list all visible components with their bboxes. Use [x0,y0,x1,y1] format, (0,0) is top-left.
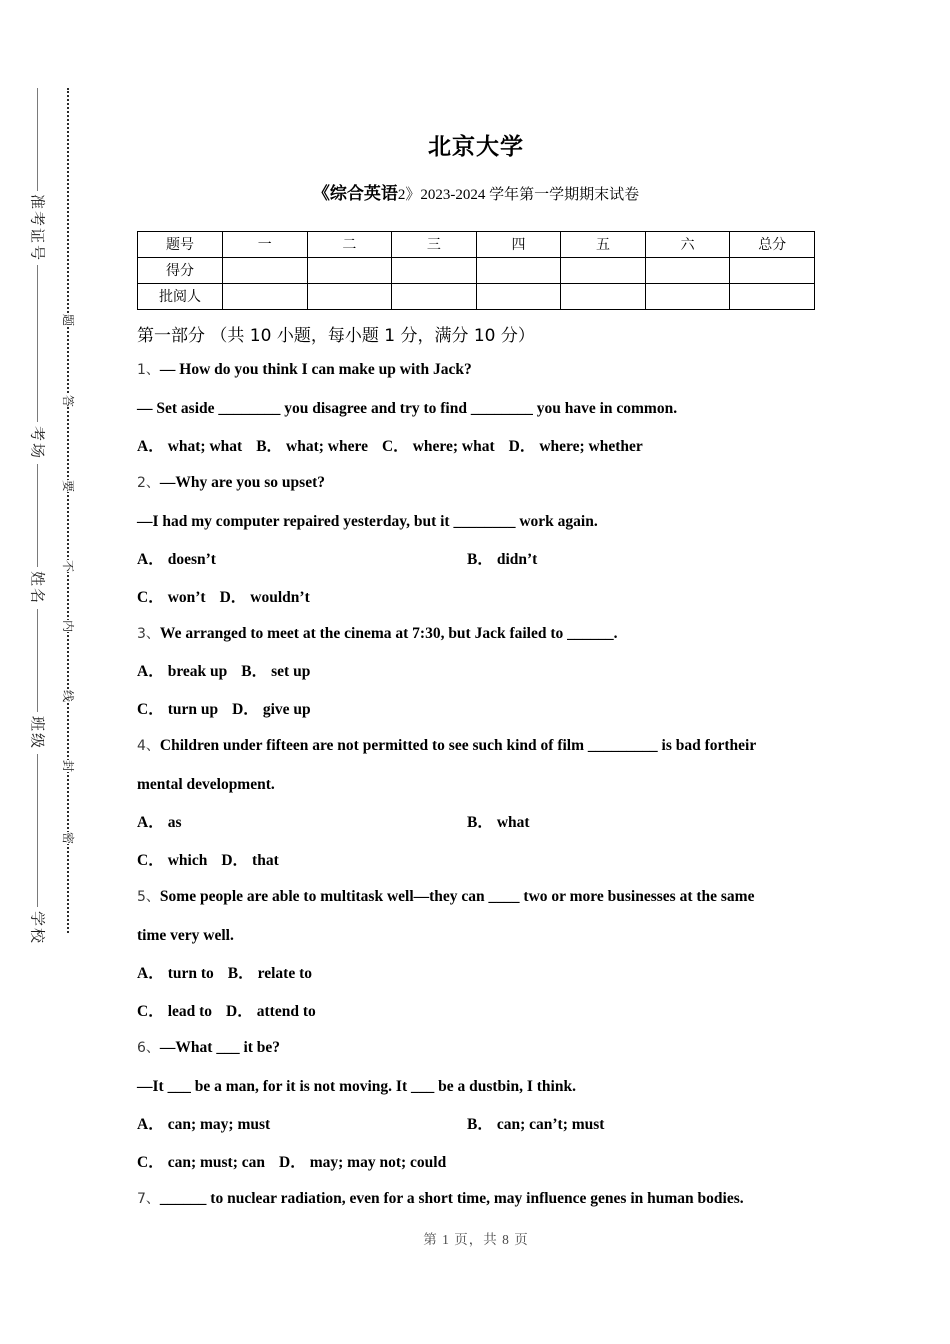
seal-field-label: 学校 [28,910,47,946]
answer-option[interactable]: C． won’t [137,588,206,606]
exam-sheet [137,0,815,1344]
seal-line-character: 要 [61,479,75,493]
score-table-entry-cell[interactable] [730,257,815,283]
option-label: B． [467,550,493,568]
seal-line-character: 不 [61,559,75,573]
option-row [137,435,815,459]
option-label: C． [137,700,164,718]
option-row [137,548,815,572]
question-stem-continued: —It ___ be a man, for it is not moving. It ___ be a dustbin, I think. [137,1078,576,1096]
exam-question [137,622,815,722]
score-table-row-header: 得分 [138,257,223,283]
question-number: 2、 [137,474,160,491]
option-label: A． [137,965,164,983]
seal-rule-segment [37,754,38,907]
option-label: A． [137,550,164,568]
score-summary-table [137,231,815,310]
score-table-entry-cell[interactable] [476,257,561,283]
answer-option[interactable]: A． turn to [137,965,214,983]
exam-question [137,734,815,873]
answer-option[interactable]: B． set up [241,662,311,680]
paper-subtitle [137,161,815,206]
question-number: 3、 [137,625,160,642]
seal-line-character: 线 [61,689,75,703]
answer-option[interactable]: C． can; must; can [137,1154,266,1172]
option-label: B． [256,437,283,455]
seal-field-label: 准考证号 [28,193,47,263]
option-row [137,962,815,986]
seal-line-character: 答 [61,394,75,408]
question-stem: 3、We arranged to meet at the cinema at 7:30, but Jack failed to ______. [137,624,618,642]
exam-question [137,1187,815,1211]
score-table-entry-cell[interactable] [223,283,308,309]
section-heading-part-one: 第一部分 （共 10 小题，每小题 1 分，满分 10 分） [137,325,535,346]
score-table-entry-cell[interactable] [645,257,730,283]
option-label: A． [137,437,164,455]
score-table-column-header: 总分 [730,231,815,257]
option-row [137,1113,815,1137]
question-number: 5、 [137,889,160,906]
option-label: B． [227,965,254,983]
answer-option[interactable]: B． can; can’t; must [467,1116,605,1134]
score-table-body [138,231,815,309]
question-number: 6、 [137,1040,160,1057]
option-row [137,811,815,835]
option-label: A． [137,662,164,680]
option-label: A． [137,813,164,831]
answer-option[interactable]: D． wouldn’t [219,588,310,606]
answer-option[interactable]: D． may; may not; could [279,1154,447,1172]
option-label: D． [221,852,249,869]
option-label: B． [241,662,268,680]
option-row [137,1151,815,1175]
exam-question [137,471,815,610]
seal-dotted-rule [67,88,69,933]
option-label: D． [232,700,259,718]
question-list [137,358,815,1211]
answer-option[interactable]: C． turn up [137,700,219,718]
question-stem: 5、Some people are able to multitask well—they can ____ two or more businesses at the same [137,888,755,906]
score-table-entry-cell[interactable] [645,283,730,309]
option-label: C． [137,1154,164,1172]
answer-option[interactable]: A． can; may; must [137,1116,271,1134]
answer-option[interactable]: D． where; whether [508,437,643,455]
question-stem-continued: mental development. [137,775,275,793]
answer-option[interactable]: C． lead to [137,1003,213,1021]
option-row [137,849,815,873]
option-label: C． [137,588,164,606]
table-row [138,231,815,257]
answer-option[interactable]: A． as [137,813,182,831]
answer-option[interactable]: B． didn’t [467,550,538,568]
seal-line-character: 题 [61,313,75,327]
table-row [138,257,815,283]
question-stem: 7、______ to nuclear radiation, even for a short time, may influence genes in human bodies. [137,1190,744,1208]
score-table-entry-cell[interactable] [307,257,392,283]
seal-line-character: 内 [61,619,75,633]
option-row [137,698,815,722]
page-footer: 第 1 页，共 8 页 [423,1232,529,1247]
seal-field-label-column [16,88,60,946]
table-row [138,283,815,309]
course-name: 《综合英语 [312,184,398,204]
question-stem: 2、—Why are you so upset? [137,473,325,491]
answer-option[interactable]: B． relate to [227,965,312,983]
question-stem-continued: — Set aside ________ you disagree and try to find ________ you have in common. [137,399,678,417]
option-label: D． [219,588,247,606]
seal-field-label: 姓名 [28,570,47,606]
score-table-entry-cell[interactable] [476,283,561,309]
score-table-column-header: 五 [561,231,646,257]
score-table-column-header: 一 [223,231,308,257]
question-stem: 6、—What ___ it be? [137,1039,281,1057]
score-table-entry-cell[interactable] [307,283,392,309]
answer-option[interactable]: C． which [137,852,208,869]
question-stem-continued: —I had my computer repaired yesterday, but it ________ work again. [137,512,598,530]
score-table-corner-label: 题号 [138,231,223,257]
score-table-entry-cell[interactable] [223,257,308,283]
seal-line-character: 密 [61,831,75,845]
answer-option[interactable]: A． what; what [137,437,243,455]
score-table-column-header: 三 [392,231,477,257]
answer-option[interactable]: D． attend to [226,1003,316,1021]
option-label: D． [226,1003,253,1021]
answer-option[interactable]: D． that [221,852,279,869]
seal-rule-segment [37,265,38,422]
seal-binding-margin [0,0,130,1344]
score-table-entry-cell[interactable] [730,283,815,309]
score-table-entry-cell[interactable] [392,283,477,309]
question-stem: 4、Children under fifteen are not permitted to see such kind of film _________ is bad fortheir [137,736,757,754]
score-table-entry-cell[interactable] [561,257,646,283]
answer-option[interactable]: B． what; where [256,437,368,455]
seal-rule-segment [37,609,38,712]
answer-option[interactable]: A． doesn’t [137,550,216,568]
option-label: A． [137,1116,164,1134]
question-stem: 1、— How do you think I can make up with Jack? [137,360,472,378]
seal-field-label: 班级 [28,715,47,751]
option-label: D． [508,437,536,455]
score-table-entry-cell[interactable] [392,257,477,283]
option-label: B． [467,1116,493,1134]
option-label: C． [381,437,409,455]
score-table-entry-cell[interactable] [561,283,646,309]
option-row [137,586,815,610]
seal-line-character: 封 [61,759,75,773]
option-label: C． [137,1003,164,1021]
question-number: 1、 [137,361,160,378]
question-number: 7、 [137,1191,160,1208]
question-stem-continued: time very well. [137,927,234,945]
option-label: C． [137,852,164,869]
answer-option[interactable]: B． what [467,813,530,831]
seal-rule-segment [37,464,38,567]
school-title: 北京大学 [428,134,524,160]
answer-option[interactable]: D． give up [232,700,311,718]
answer-option[interactable]: A． break up [137,662,228,680]
score-table-row-header: 批阅人 [138,283,223,309]
paper-term-info: 2》2023-2024 学年第一学期期末试卷 [397,187,640,203]
exam-question [137,1036,815,1175]
exam-question [137,358,815,459]
option-row [137,1000,815,1024]
option-row [137,660,815,684]
exam-question [137,885,815,1024]
option-label: D． [279,1154,306,1172]
score-table-column-header: 六 [645,231,730,257]
question-number: 4、 [137,737,160,754]
score-table-column-header: 四 [476,231,561,257]
seal-field-label: 考场 [28,425,47,461]
option-label: B． [467,813,493,831]
seal-rule-segment [37,88,38,191]
answer-option[interactable]: C． where; what [381,437,495,455]
score-table-column-header: 二 [307,231,392,257]
seal-dotted-column [56,88,80,933]
